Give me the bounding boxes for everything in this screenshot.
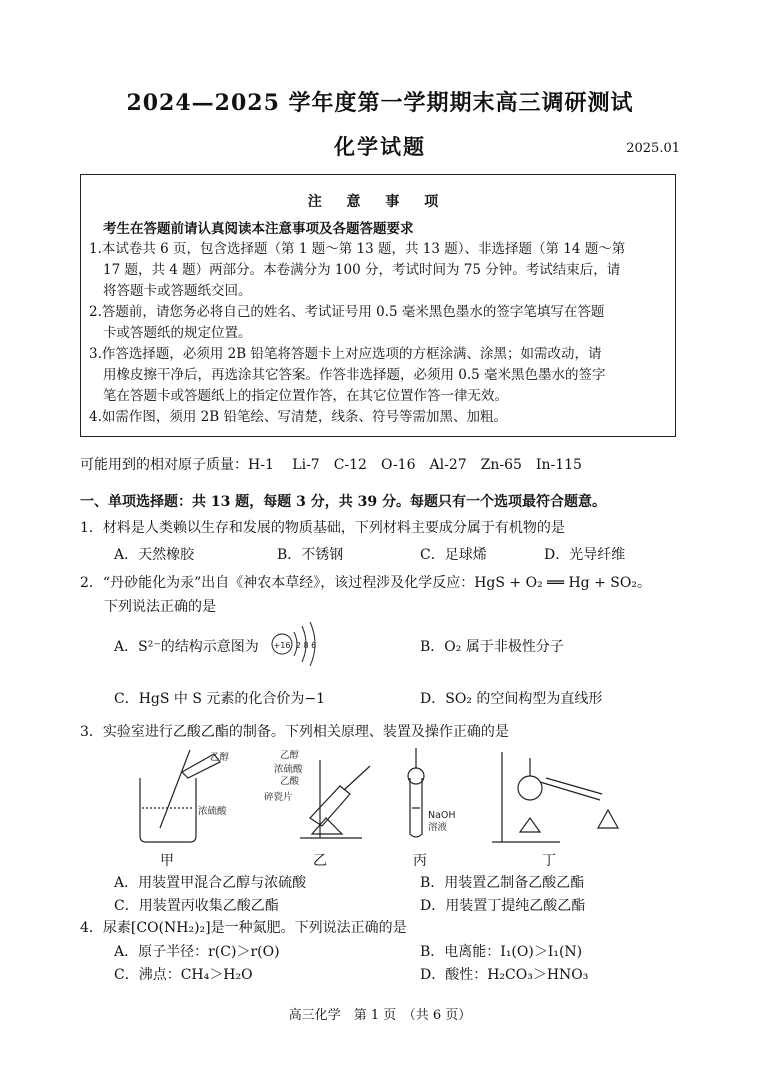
notice-intro: 考生在答题前请认真阅读本注意事项及各题答题要求 <box>103 221 414 237</box>
q4-option-a: A．原子半径：r(C)＞r(O) <box>114 944 280 960</box>
exam-title: 2024—2025 学年度第一学期期末高三调研测试 <box>126 90 634 116</box>
apparatus-bing <box>408 748 456 837</box>
q1-option-a: A．天然橡胶 <box>114 547 195 563</box>
exam-date: 2025.01 <box>626 141 680 156</box>
notice-line: 笔在答题卡或答题纸上的指定位置作答，在其它位置作答一律无效。 <box>103 388 508 404</box>
apparatus-ding <box>492 752 618 842</box>
bing-label-1: NaOH <box>428 810 456 821</box>
question-4-stem: 4．尿素[CO(NH₂)₂]是一种氮肥。下列说法正确的是 <box>80 920 407 936</box>
apparatus-label-jia: 甲 <box>160 853 174 869</box>
apparatus-jia <box>140 750 230 842</box>
q1-option-d: D．光导纤维 <box>544 547 626 563</box>
jia-acid-label: 浓硫酸 <box>198 806 227 817</box>
exam-subtitle: 化学试题 <box>334 134 426 159</box>
notice-line: 3.作答选择题，必须用 2B 铅笔将答题卡上对应选项的方框涂满、涂黑；如需改动，请 <box>89 346 602 362</box>
shell-electrons-label: 2 8 6 <box>295 641 317 650</box>
notice-line: 1.本试卷共 6 页，包含选择题（第 1 题～第 13 题，共 13 题）、非选择题（第 14 题～第 <box>89 241 626 257</box>
question-2-stem-2: 下列说法正确的是 <box>104 599 216 615</box>
yi-label-1: 乙醇 <box>280 750 300 761</box>
q3-option-c: C．用装置丙收集乙酸乙酯 <box>114 898 279 914</box>
section-heading: 一、单项选择题：共 13 题，每题 3 分，共 39 分。每题只有一个选项最符合题意。 <box>80 494 606 510</box>
yi-label-4: 碎瓷片 <box>264 792 293 803</box>
apparatus-label-ding: 丁 <box>542 853 556 869</box>
apparatus-label-yi: 乙 <box>313 853 327 869</box>
q2-option-a: A．S²⁻的结构示意图为 <box>114 639 259 655</box>
q1-option-b: B．不锈钢 <box>277 547 344 563</box>
q4-option-b: B．电离能：I₁(O)＞I₁(N) <box>420 944 583 960</box>
question-2-stem: 2．“丹砂能化为汞”出自《神农本草经》，该过程涉及化学反应：HgS + O₂ ══ Hg + SO₂。 <box>80 575 651 591</box>
notice-box <box>80 174 676 437</box>
sulfide-ion-structure-diagram <box>266 620 324 668</box>
q3-option-d: D．用装置丁提纯乙酸乙酯 <box>420 898 586 914</box>
question-1-stem: 1．材料是人类赖以生存和发展的物质基础，下列材料主要成分属于有机物的是 <box>80 520 565 536</box>
yi-label-3: 乙酸 <box>280 776 300 787</box>
notice-line: 2.答题前，请您务必将自己的姓名、考试证号用 0.5 毫米黑色墨水的签字笔填写在答题 <box>89 304 605 320</box>
q1-option-c: C．足球烯 <box>420 547 487 563</box>
apparatus-figure <box>130 748 670 848</box>
notice-line: 将答题卡或答题纸交回。 <box>103 283 252 299</box>
page-footer: 高三化学 第 1 页 （共 6 页） <box>288 1008 472 1023</box>
notice-title: 注 意 事 项 <box>307 194 449 210</box>
apparatus-label-bing: 丙 <box>413 853 427 869</box>
q3-option-a: A．用装置甲混合乙醇与浓硫酸 <box>114 875 307 891</box>
q4-option-c: C．沸点：CH₄＞H₂O <box>114 967 253 983</box>
notice-line: 17 题，共 4 题）两部分。本卷满分为 100 分，考试时间为 75 分钟。考试结束后，请 <box>103 262 621 278</box>
apparatus-yi <box>264 749 370 838</box>
q4-option-d: D．酸性：H₂CO₃＞HNO₃ <box>420 967 589 983</box>
atomic-masses: 可能用到的相对原子质量：H-1 Li-7 C-12 O-16 Al-27 Zn-65 In-115 <box>80 457 582 473</box>
notice-line: 用橡皮擦干净后，再选涂其它答案。作答非选择题，必须用 0.5 毫米黑色墨水的签字 <box>103 367 606 383</box>
yi-label-2: 浓硫酸 <box>274 764 303 775</box>
bing-label-2: 溶液 <box>428 822 448 833</box>
notice-line: 卡或答题纸的规定位置。 <box>103 325 252 341</box>
q2-option-c: C．HgS 中 S 元素的化合价为−1 <box>114 691 326 707</box>
q3-option-b: B．用装置乙制备乙酸乙酯 <box>420 875 585 891</box>
question-3-stem: 3．实验室进行乙酸乙酯的制备。下列相关原理、装置及操作正确的是 <box>80 724 509 740</box>
q2-option-b: B．O₂ 属于非极性分子 <box>420 639 564 655</box>
nucleus-label: +16 <box>273 641 291 650</box>
notice-line: 4.如需作图，须用 2B 铅笔绘、写清楚，线条、符号等需加黑、加粗。 <box>89 409 507 425</box>
jia-ethanol-label: 乙醇 <box>210 752 230 763</box>
q2-option-d: D．SO₂ 的空间构型为直线形 <box>420 691 603 707</box>
